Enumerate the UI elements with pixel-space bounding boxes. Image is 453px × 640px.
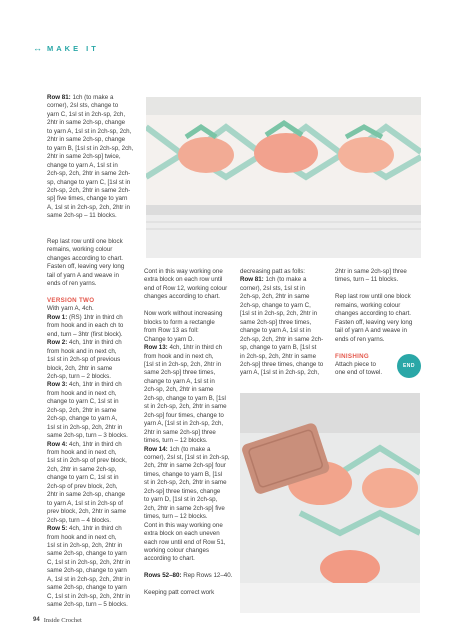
text-column-3 (240, 268, 330, 378)
body-text: 4ch, 1htr in third ch from hook and in next ch, 1sl st in 2ch-sp of previous block, 2ch, 2htr in same 2ch-sp, turn – 2 blocks. (47, 339, 122, 380)
row-label: Row 3: (47, 381, 68, 389)
body-text: 4ch, 1htr in third ch from hook and in next ch, change to yarn C, 1sl st in 2ch-sp, 2ch, 2htr in same 2ch-sp, change to yarn A, 1sl st in 2ch-sp, 2ch, 2htr in same 2ch-sp, turn – 3 blocks. (47, 381, 128, 440)
section-header (33, 43, 99, 53)
row-label: Row 1: (47, 313, 68, 321)
text-column-1 (47, 94, 135, 610)
body-text: decreasing patt as folls: (240, 268, 306, 275)
body-text: With yarn A, 4ch. (47, 305, 94, 313)
section-label: MAKE IT (47, 43, 99, 53)
body-text: Attach piece to one end of towel. (335, 360, 383, 377)
row-label: Row 14: (144, 445, 168, 453)
body-text: 1ch (to make a corner), 2sl st, [1sl st in 2ch-sp, 2ch, 2htr in same 2ch-sp] four times, change to yarn B, [1sl st in 2ch-sp, 2ch, 2htr in same 2ch-sp] three times, change to yarn D, [1sl st in 2ch-sp, 2ch, 2htr in same 2ch-sp] five times, turn – 12 blocks. Cont in this way working one extra block on each uneven each row until end of Row 51, working colour changes according to chart. (144, 445, 230, 563)
magazine-name: Inside Crochet (43, 617, 82, 624)
row-label: Row 81: (240, 276, 264, 284)
body-text: 1ch (to make a corner), 2sl sts, 1sl st in 2ch-sp, 2ch, 2htr in same 2ch-sp, change to yarn C, [1sl st in 2ch-sp, 2ch, 2htr in same 2ch-sp] three times, change to yarn A, 1sl st in 2ch-sp, 2ch, 2htr in same 2ch- sp, change to yarn B, [1sl st in 2ch-sp, 2ch, 2htr in same 2ch-sp] three times, change to yarn A, [1sl st in 2ch-sp, 2ch, (240, 276, 324, 377)
section-heading: VERSION TWO (47, 296, 95, 304)
row-label: Row 13: (144, 344, 168, 352)
body-text: 2htr in same 2ch-sp] three times, turn – 11 blocks. Rep last row until one block remains, working colour changes according to chart. Fasten off, leaving very long tail of yarn A and weave in ends of ren yarns. (335, 268, 413, 343)
row-label: Row 4: (47, 440, 68, 448)
double-arrow-icon: ↔ (33, 43, 41, 53)
body-text: 4ch, 1htr in third ch from hook and in next ch, 1sl st in 2ch-sp, 2ch, 2htr in same 2ch-sp, change to yarn C, 1sl st in 2ch-sp, 2ch, 2htr in same 2ch-sp, change to yarn A, 1sl st in 2ch-sp, 2ch, 2htr in same 2ch-sp, change to yarn C, 1sl st in 2ch-sp, 2ch, 2htr in same 2ch-sp, turn – 5 blocks. (47, 525, 131, 609)
page-footer (33, 617, 82, 624)
towel-photo-top (146, 97, 421, 258)
row-label: Rows 52–80: (144, 572, 182, 580)
body-text: (RS) 1htr in third ch from hook and in each ch to end, turn – 3htr (first block). (47, 313, 124, 338)
towel-photo-bottom (240, 393, 420, 613)
row-label: Row 5: (47, 525, 68, 533)
row-label: Row 2: (47, 339, 68, 347)
end-badge: END (397, 354, 421, 378)
section-heading: FINISHING (335, 352, 369, 360)
towel-soap-illustration (240, 393, 420, 613)
body-text: Rep Rows 12–40. Keeping patt correct work (144, 572, 233, 597)
body-text: Cont in this way working one extra block on each row until end of Row 12, working colour changes according to chart. Now work without increasing blocks to form a rectangle from Row 13 as foll: Change to yarn D. (144, 268, 228, 343)
row-label: Row 81: (47, 94, 71, 101)
body-text: 4ch, 1htr in third ch from hook and in next ch, 1sl st in 2ch-sp of prev block, 2ch, 2htr in same 2ch-sp, change to yarn C, 1sl st in 2ch-sp of prev block, 2ch, 2htr in same 2ch-sp, change to yarn A, 1sl st in 2ch-sp of prev block, 2ch, 2htr in same 2ch-sp, turn – 4 blocks. (47, 440, 127, 524)
text-column-2 (144, 268, 234, 598)
body-text: 4ch, 1htr in third ch from hook and in next ch, [1sl st in 2ch-sp, 2ch, 2htr in same 2ch-sp] three times, change to yarn A, 1sl st in 2ch-sp, 2ch, 2htr in same 2ch-sp, change to yarn B, [1sl st in 2ch-sp, 2ch, 2htr in same 2ch-sp] four times, change to yarn A, [1sl st in 2ch-sp, 2ch, 2htr in same 2ch-sp] three times, turn – 12 blocks. (144, 344, 227, 445)
towel-illustration (146, 97, 421, 258)
page-number: 94 (33, 617, 40, 623)
body-text: 1ch (to make a corner), 2sl sts, change to yarn C, 1sl st in 2ch-sp, 2ch, 2htr in same 2ch-sp, change to yarn A, 1sl st in 2ch-sp, 2ch, 2htr in same 2ch-sp, change to yarn B, [1sl st in 2ch-sp, 2ch, 2htr in same 2ch-sp] twice, change to yarn A, 1sl st in 2ch-sp, 2ch, 2htr in same 2ch- sp, change to yarn C, [1sl st in 2ch-sp, 2ch, 2htr in same 2ch- sp] five times, change to yarn A, 1sl st in 2ch-sp, 2ch, 2htr in same 2ch-sp – 11 blocks. Rep last row until one block remains, working colour changes according to chart. Fasten off, leaving very long tail of yarn A and weave in ends of ren yarns. (47, 94, 134, 287)
